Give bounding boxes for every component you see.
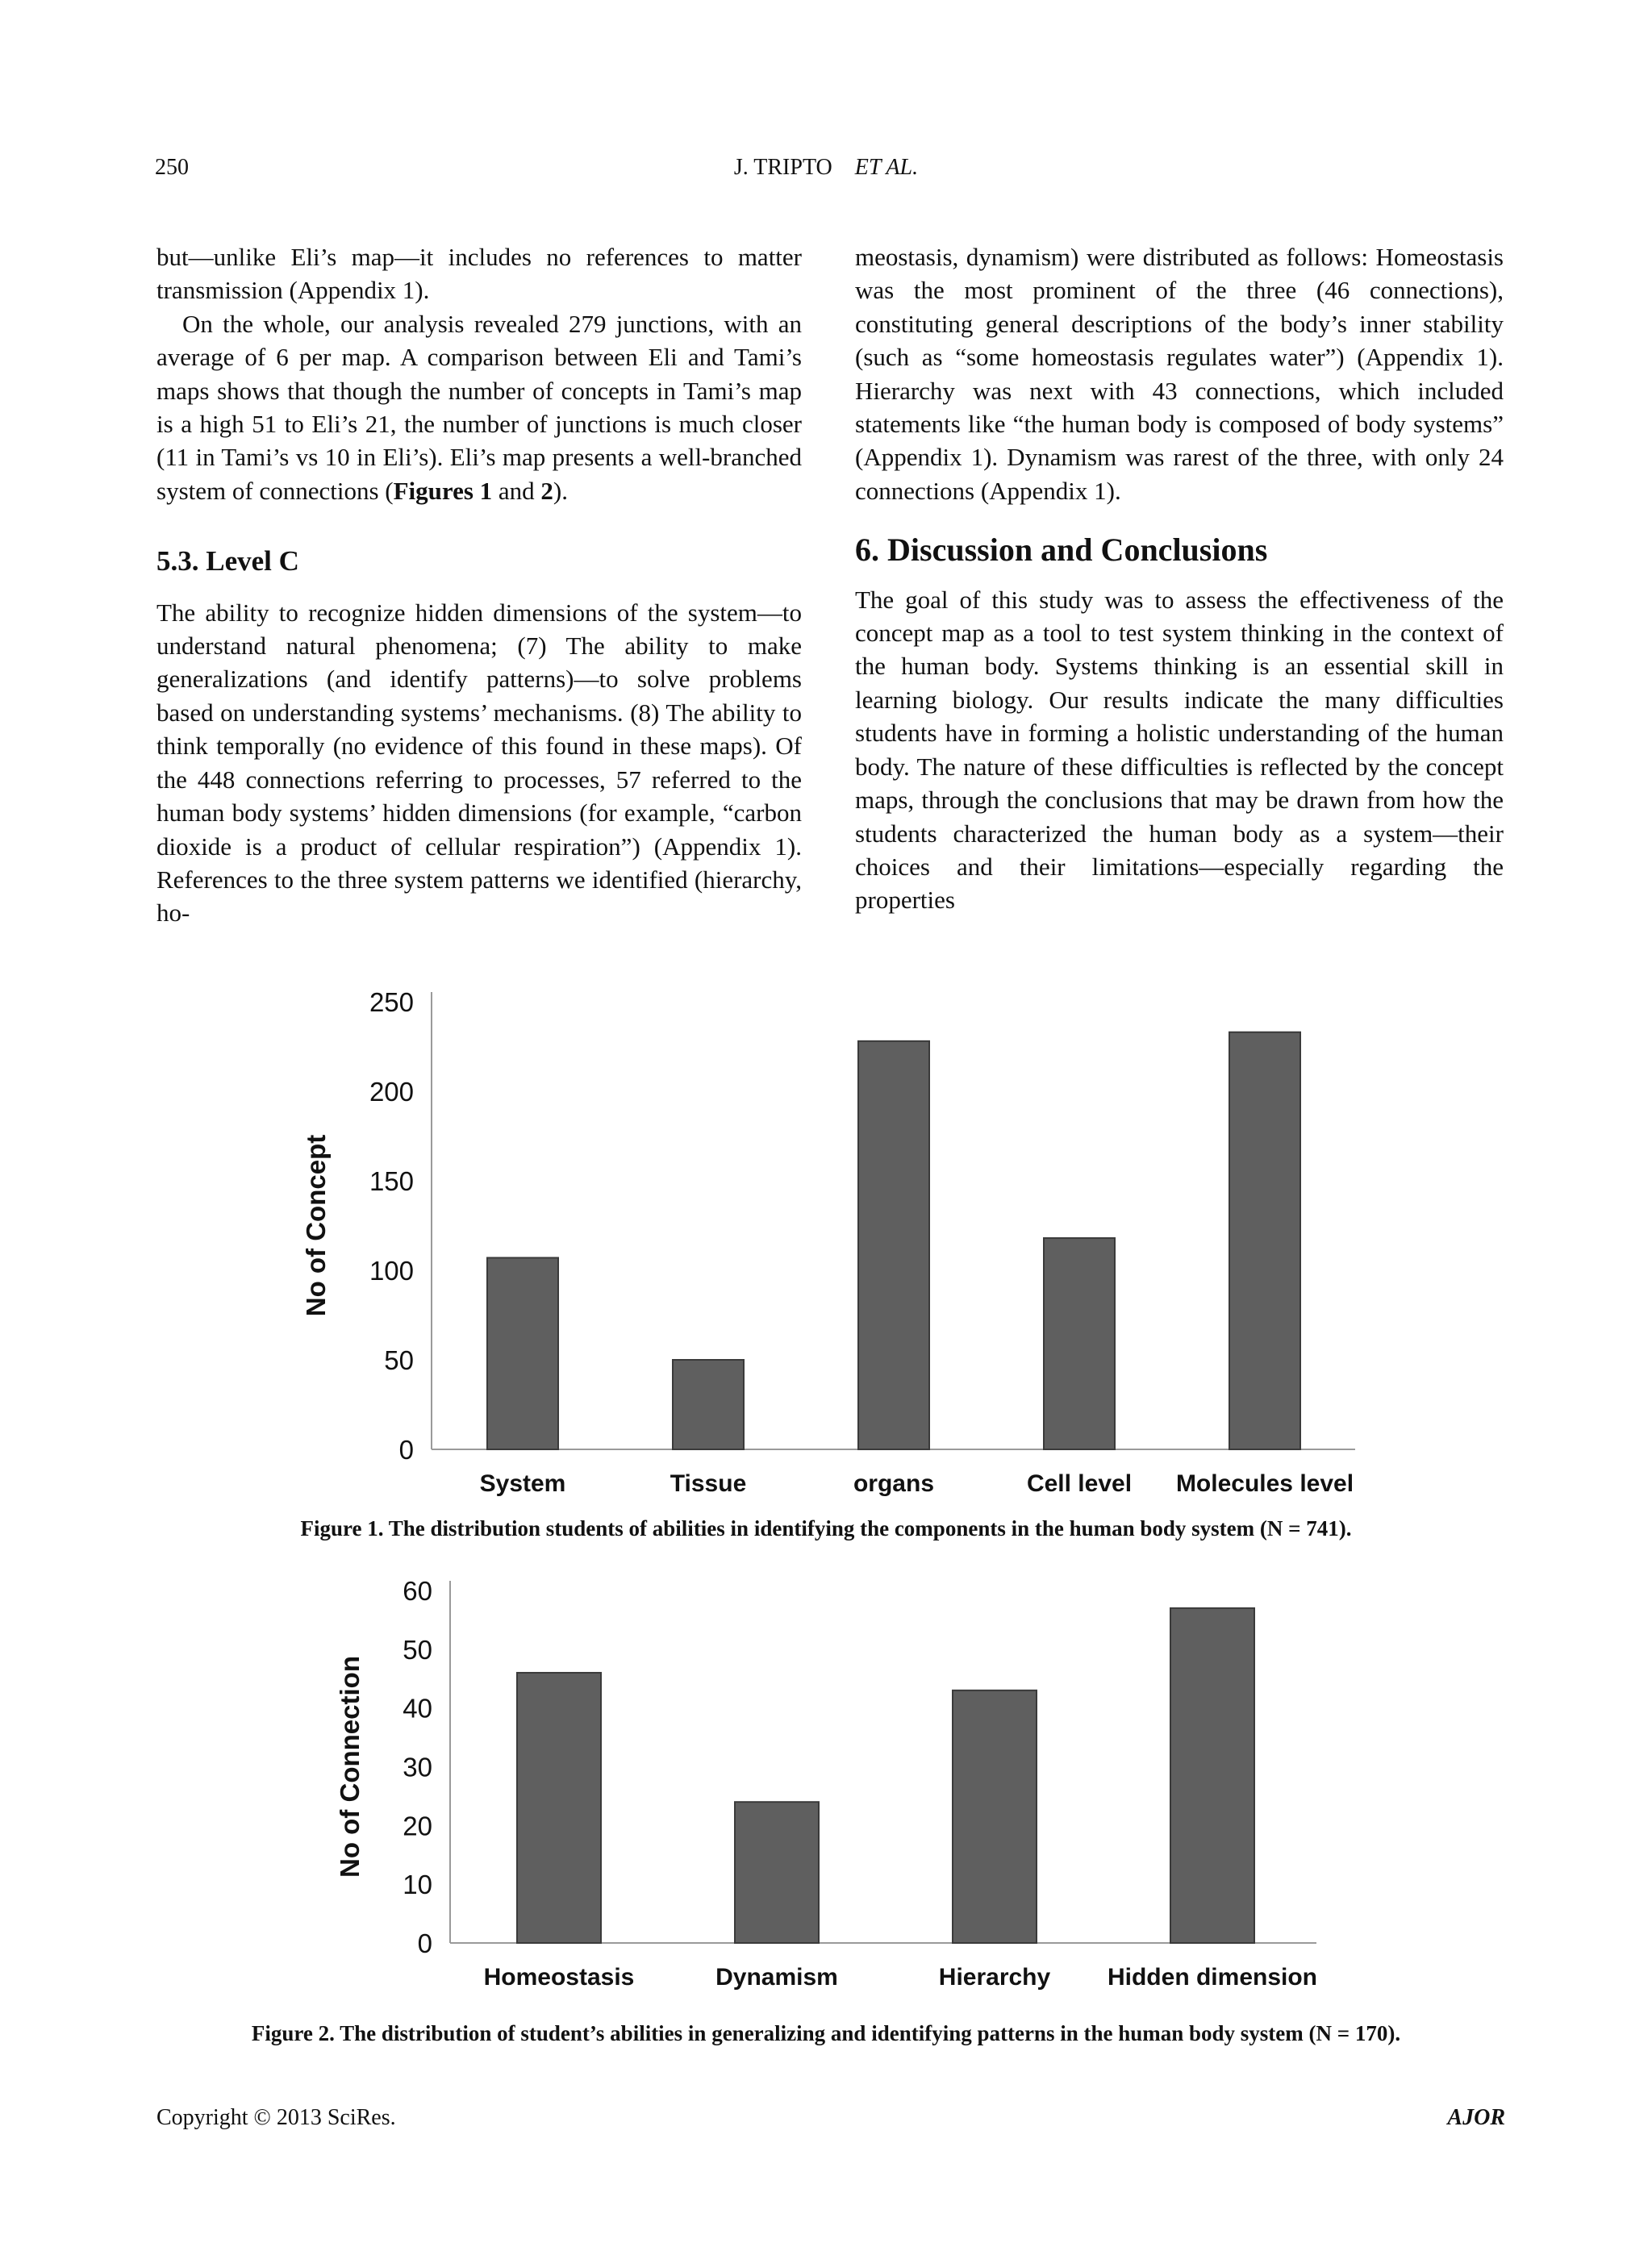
y-tick-label: 200 <box>369 1077 414 1107</box>
left-paragraph-2-end: ). <box>553 476 568 505</box>
y-tick-label: 30 <box>403 1752 432 1782</box>
y-tick-label: 150 <box>369 1166 414 1196</box>
y-tick-label: 20 <box>403 1811 432 1841</box>
left-paragraph-1: but—unlike Eli’s map—it includes no references to matter transmission (Appendix 1). <box>156 243 802 305</box>
left-paragraph-2-text: On the whole, our analysis revealed 279 junctions, with an average of 6 per map. A comparison between Eli and Tami’s maps shows that though the number of concepts in Tami’s map is a high 51 to Eli’s 21, the number of junctions is much closer (11 in Tami’s vs 10 in Eli’s). Eli’s map presents a well-branched system of connections ( <box>156 309 802 505</box>
x-category-label: Homeostasis <box>483 1964 635 1991</box>
page-number: 250 <box>155 155 189 180</box>
y-axis-label: No of Concept <box>301 1134 331 1317</box>
journal-name: AJOR <box>1447 2105 1505 2130</box>
y-tick-label: 60 <box>403 1576 432 1606</box>
x-category-label: Hidden dimension <box>1107 1964 1318 1991</box>
y-tick-label: 100 <box>369 1256 414 1286</box>
figure-2-reference[interactable]: 2 <box>540 476 553 505</box>
running-head-etal: ET AL. <box>854 155 919 180</box>
left-paragraph-2-and: and <box>492 476 541 505</box>
y-tick-label: 0 <box>417 1928 432 1958</box>
x-category-label: Tissue <box>670 1470 747 1497</box>
y-tick-label: 10 <box>403 1870 432 1900</box>
x-category-label: Dynamism <box>715 1964 838 1991</box>
x-category-label: System <box>479 1470 566 1497</box>
y-tick-label: 50 <box>403 1634 432 1665</box>
x-category-label: Hierarchy <box>938 1964 1051 1991</box>
y-tick-label: 50 <box>384 1345 414 1375</box>
running-head-author: J. TRIPTO <box>733 155 832 180</box>
left-paragraph-3: The ability to recognize hidden dimensions of the system—to understand natural phenomena; (7) The ability to make generalizations (and identify patterns)—to solve problems based on understanding systems’ mechanisms. (8) The ability to think temporally (no evidence of this found in these maps). Of the 448 connections referring to processes, 57 referred to the human body systems’ hidden dimensions (for example, “carbon dioxide is a product of cellular respiration”) (Appendix 1). References to the three system patterns we identified (hierarchy, ho- <box>156 598 802 928</box>
x-category-label: organs <box>853 1470 935 1497</box>
y-axis-label: No of Connection <box>335 1656 365 1878</box>
section-heading-discussion: 6. Discussion and Conclusions <box>855 532 1268 569</box>
y-tick-label: 40 <box>403 1693 432 1724</box>
copyright: Copyright © 2013 SciRes. <box>156 2105 396 2130</box>
figure-1-reference[interactable]: Figures 1 <box>393 476 493 505</box>
bar-hierarchy <box>953 1691 1037 1943</box>
x-category-label: Molecules level <box>1175 1470 1354 1497</box>
bar-dynamism <box>735 1802 819 1943</box>
bar-homeostasis <box>517 1673 601 1943</box>
figure-2-caption: Figure 2. The distribution of student’s abilities in generalizing and identifying patterns in the human body system (N = 170). <box>251 2021 1401 2045</box>
figure-1-caption: Figure 1. The distribution students of abilities in identifying the components in the human body system (N = 741). <box>300 1516 1352 1540</box>
section-heading-level-c: 5.3. Level C <box>156 545 299 577</box>
x-category-label: Cell level <box>1026 1470 1133 1497</box>
right-paragraph-2: The goal of this study was to assess the effectiveness of the concept map as a tool to test system thinking in the context of the human body. Systems thinking is an essential skill in learning biology. Our results indicate the many difficulties students have in forming a holistic understanding of the human body. The nature of these difficulties is reflected by the concept maps, through the conclusions that may be drawn from how the students characterized the human body as a system—their choices and their limitations—especially regarding the properties <box>855 585 1504 915</box>
right-paragraph-1: meostasis, dynamism) were distributed as follows: Homeostasis was the most prominent of the three (46 connections), constituting general descriptions of the body’s inner stability (such as “some homeostasis regulates water”) (Appendix 1). Hierarchy was next with 43 connections, which included statements like “the human body is composed of body systems” (Appendix 1). Dynamism was rarest of the three, with only 24 connections (Appendix 1). <box>855 243 1504 505</box>
bar-hidden-dimension <box>1170 1608 1254 1943</box>
y-tick-label: 0 <box>398 1435 414 1465</box>
y-tick-label: 250 <box>369 987 414 1017</box>
